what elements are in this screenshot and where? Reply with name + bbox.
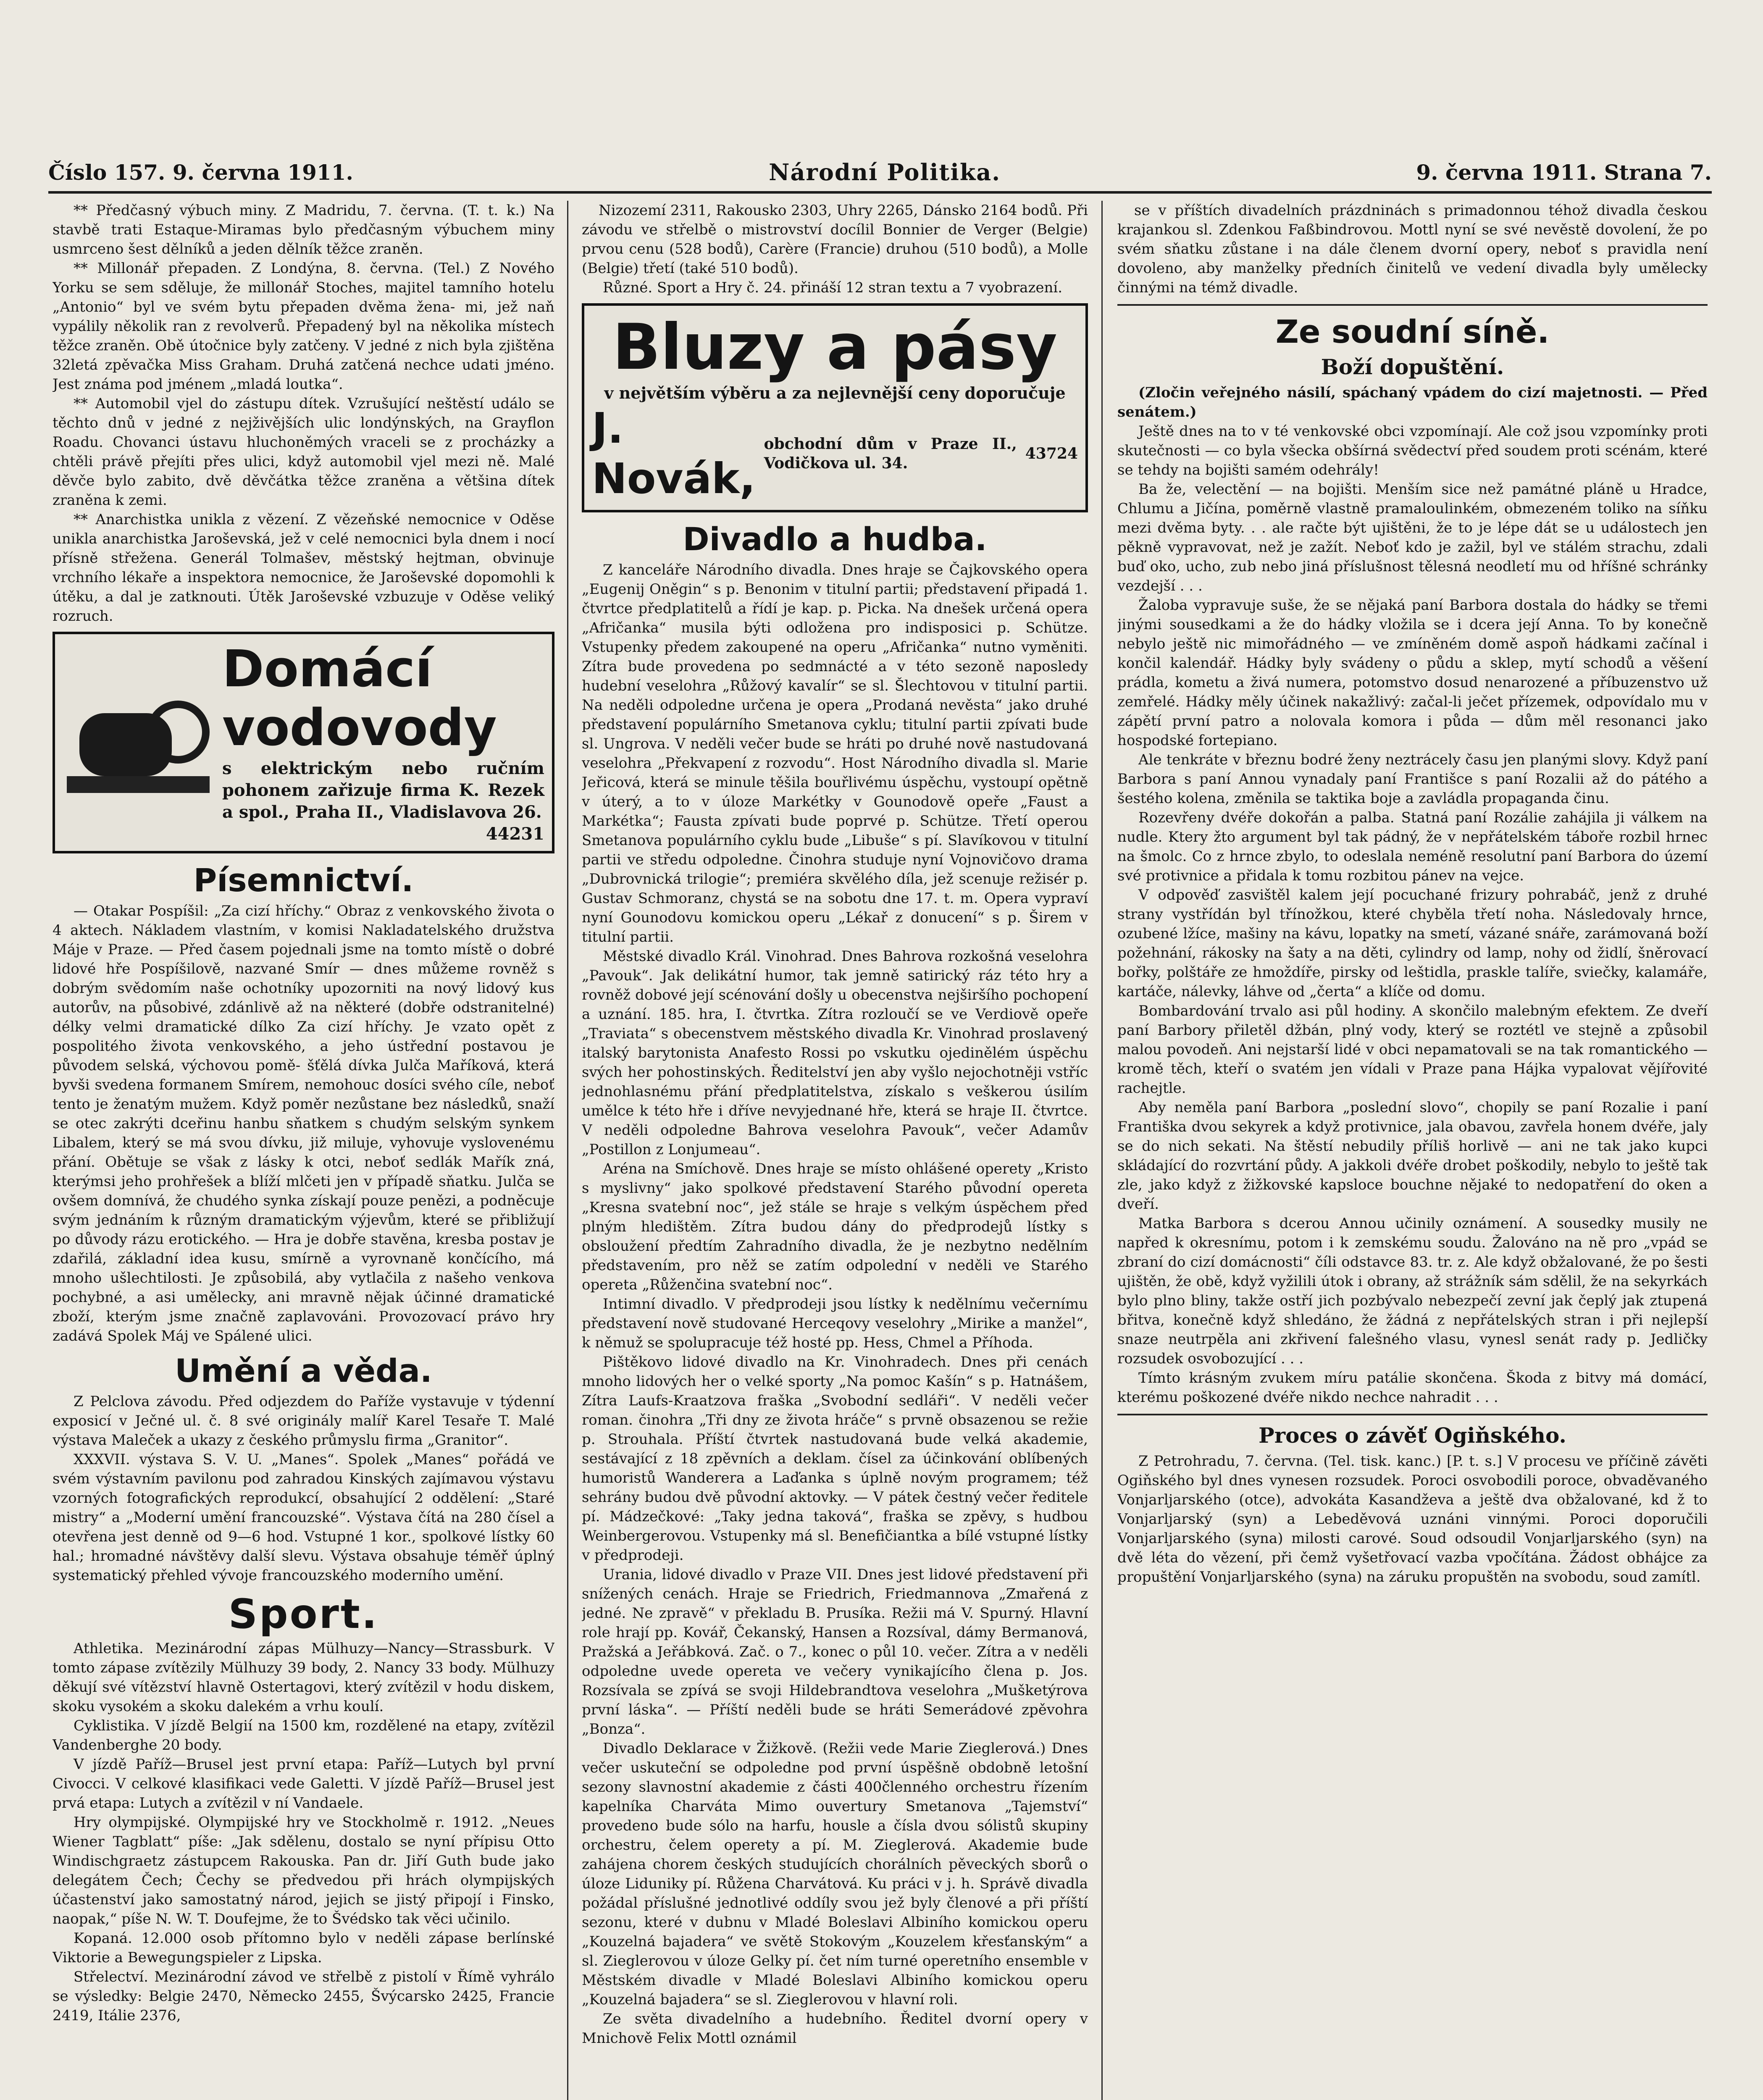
column-1 [53,201,554,2100]
article-title: Proces o závěť Ogiňského. [1259,1423,1566,1448]
sport-item: Athletika. Mezinárodní zápas Mülhuzy—Nancy—Strassburk. V tomto zápase zvítězily Mülhuzy 39 body, 2. Nancy 33 body. Mülhuzy děkují své vítězství hlavně Ostertagovi, který zvítězil v hodu diskem, skoku vysokém a skoku dalekém a vrhu koulí. [53,1640,554,1715]
article: Městské divadlo Král. Vinohrad. Dnes Bahrova rozkošná veselohra „Pavouk“. Jak delikátní humor, tak jemně satirický ráz této hry a rovněž dobové její scénování došly u obecenstva nejširšího pochopení a uznání. 185. hra, I. čtvrtka. Zítra rozloučí se ve Verdiově opeře „Traviata“ s obecenstvem městského divadla Kr. Vinohrad proslavený italský barytonista Anafesto Rossi po vskutku ojedinělém úspěchu svých her pohostinských. Ředitelství jen aby vyšlo nejochotněji vstříc jednohlasnému přání předplatitelstva, získalo s veškerou úsilím umělce k této hře i dříve nevyjednané hře, která se hraje II. čtvrtce. V neděli odpoledne Bahrova veselohra Pavouk“, večer Adamův „Postillon z Lonjumeau“. [582,948,1088,1158]
article: Z Pelclova závodu. Před odjezdem do Paříže vystavuje v týdenní exposicí v Ječné ul. č. 8 své originály malíř Karel Tesaře T. Malé výstava Maleček a ukazy z českého průmyslu firma „Granitor“. [53,1393,554,1449]
column-3 [1117,201,1708,2100]
article: Rozevřeny dvéře dokořán a palba. Statná paní Rozálie zahájila ji válkem na nudle. Ktery žto argument byl tak pádný, že v nepřátelském táboře rozbil hrnec na šmolc. Co z hrnce zbylo, to odeslala neméně resolutní paní Barbora do území své protivnice a přidala k tomu rozbitou pánev na vejce. [1117,809,1708,884]
header-rule [48,191,1712,194]
article: Matka Barbora s dcerou Annou učinily oznámení. A sousedky musily ne napřed k okresnímu, potom i k zemskému soudu. Žalováno na ně pro „vpád se zbraní do cizí domácnosti“ číli odstavce 83. tr. z. Ale když obžalované, že po šesti ujištěn, že obě, když vyžilili útok i obrany, až strážník sám sdělil, že na sekyrkách bylo plno bliny, takže ostří jich pozbývalo nebezpečí zevní jak čeplý jak ztupená břitva, konečně když shledáno, že žádná z nepřátelských stran i při nejlepší snaze neutrpěla ani zkřivení falešného vlasu, vynesl senát rady p. Jedličky rozsudek osvobozující . . . [1117,1215,1708,1367]
page-info: 9. června 1911. Strana 7. [1416,160,1712,185]
article: Divadlo Deklarace v Žižkově. (Režii vede Marie Zieglerová.) Dnes večer uskuteční se odpoledne pod první úspěšně obdobně letošní sezony slavnostní akademie z části 400členného orchestru řízením kapelníka Charváta Mimo ouvertury Smetanova „Tajemství“ provedeno bude sólo na harfu, housle a čísla dvou sólistů skupiny orchestru, čelem operety a pí. M. Zieglerová. Akademie bude zahájena chorem českých studujících chorálních pěveckých sborů o úloze Liduniky pí. Růžena Charvátová. Ku práci v j. h. Správě divadla požádal příslušné jednotlivé oddíly svou jež byly členové a při příští sezonu, které v dubnu v Mladé Boleslavi Albiního komickou operu „Kouzelná bajadera“ ve světě Stokovým „Kouzelem křesťanským“ a sl. Zieglerovou v úloze Gelky pí. čet ním turné operetního ensemble v Městském divadle v Mladé Boleslavi Albiního komickou operu „Kouzelná bajadera“ se sl. Zieglerovou v hlavní roli. [582,1740,1088,2008]
article: se v příštích divadelních prázdninách s primadonnou téhož divadla českou krajankou sl. Zdenkou Faßbindrovou. Mottl nyní se své nevěstě dovolení, že po svém sňatku zůstane i na dále členem dvorní opery, neboť s pravidla není dovoleno, aby manželky předních činitelů ve vedení divadla byly umělecky činnými na témž divadle. [1117,202,1708,296]
section-heading: Divadlo a hudba. [683,520,987,558]
article-title: Boží dopuštění. [1321,354,1504,379]
issue-info: Číslo 157. 9. června 1911. [48,160,353,185]
section-heading: Sport. [228,1591,379,1638]
newspaper-title: Národní Politika. [769,159,1001,186]
article: Z Petrohradu, 7. června. (Tel. tisk. kanc.) [P. t. s.] V procesu ve příčině závěti Ogiňského byl dnes vynesen rozsudek. Poroci osvobodili poroce, obvaděvaného Vonjarljarského (otce), advokáta Kasandževa a ještě dva obžalované, kd ž to Vonjarljarský (syn) a Lebeděvová uznáni vinnými. Poroci doporučili Vonjarljarského (syna) milosti carové. Soud odsoudil Vonjarljarského (syn) na dvě léta do vězení, při čemž vyšetřovací vazba vpočítána. Žádost obhájce za propuštění Vonjarljarského (syna) na záruku propuštěn na svobodu, soud zamítl. [1117,1453,1708,1586]
advertisement-vodovody [53,632,554,853]
section-heading: Ze soudní síně. [1275,313,1550,350]
article: Intimní divadlo. V předprodeji jsou lístky k nedělnímu večernímu představení nově studované Herceqovy veselohry „Mirike a manžel“, k němuž se spolupracuje též hosté pp. Hess, Chmel a Příhoda. [582,1296,1088,1351]
article-subtitle: (Zločin veřejného násilí, spáchaný vpádem do cizí majetnosti. — Před senátem.) [1117,384,1708,420]
article: Ale tenkráte v březnu bodré ženy neztrácely času jen planými slovy. Když paní Barbora s paní Annou vynadaly paní Františce s paní Rozalii až do pátého a šestého kolena, změnila se taktika boje a zavládla propaganda činu. [1117,751,1708,807]
sport-item: Různé. Sport a Hry č. 24. přináší 12 stran textu a 7 vyobrazení. [603,279,1063,296]
article: Aby neměla paní Barbora „poslední slovo“, chopily se paní Rozalie i paní Františka dvou sekyrek a když protivnice, jala obavou, zavřela honem dvéře, jaly se do nich sekati. Na štěstí nebudily příliš horlivě — ani ne tak jako kupci skládající do rozvrtání půdy. A jakkoli dvéře drobet poškodily, nebylo to ještě tak zle, jako když z žižkovské kapsloce bouchne nějaké to nedopatření do oken a dveří. [1117,1099,1708,1213]
divider [1117,1414,1708,1415]
section-heading: Písemnictví. [193,861,414,899]
column-2 [582,201,1088,2100]
article: Žaloba vypravuje suše, že se nějaká paní Barbora dostala do hádky se třemi jinými sousedkami a že do hádky vložila se i dcera její Anna. To by konečně nebylo ještě nic mimořádného — ve zmíněném domě aspoň hádkami začínal i končil kalendář. Hádky byly svádeny o půdu a sklep, mytí schodů a věšení prádla, kometu a živá numera, potomstvo dosud nenarozené a příbuzenstvo už zemřelé. Hádky měly účinek nakažlivý: začal-li ječet přízemek, odpovídalo mu v zápětí první patro a nolovala komora i půda — dům měl resonanci jako hospodské fortepiano. [1117,597,1708,749]
sport-item: Střelectví. Mezinárodní závod ve střelbě z pistolí v Římě vyhrálo se výsledky: Belgie 2470, Německo 2455, Švýcarsko 2425, Francie 2419, Itálie 2376, [53,1969,554,2024]
advertisement-bluzy [582,303,1088,512]
news-item: ** Automobil vjel do zástupu dítek. Vzrušující neštěstí událo se těchto dnů v jedné z nejživějších ulic londýnských, na Grayflon Roadu. Chovanci ústavu hluchoněmých vraceli se z procházky a chtěli právě přejíti přes ulici, když automobil vjel mezi ně. Malé děvče bylo zabito, dvě děvčátka těžce zraněna a většina dítek zraněna k zemi. [53,395,554,509]
article: — Otakar Pospíšil: „Za cizí hříchy.“ Obraz z venkovského života o 4 aktech. Nákladem vlastním, v komisi Nakladatelského družstva Máje v Praze. — Před časem pojednali jsme na tomto místě o dobré lidové hře Pospíšilově, nazvané Smír — dnes můžeme rovněž s dobrým svědomím naše ochotníky upozorniti na nový lidový kus autorův, na působivé, zdánlivě až na některé (dobře odstranitelné) délky velmi dramatické dílko Za cizí hříchy. Je vzato opět z pospolitého života venkovského, a jeho ústřední postavou je původem selská, výchovou pomě- šťělá dívka Julča Maříková, která byvši svedena formanem Smírem, nemohouc dosíci svého cíle, neboť tento je ženatým mužem. Když poměr nezůstane bez následků, snaží se otec zakrýti dceřinu hanbu sňatkem s chudým selským synkem Libalem, který se má svou dívku, již miluje, vyhovuje vyslovenému přání. Obětuje se však z lásky k otci, neboť sedlák Mařík zná, kterýmsi jeho prohřešek a blíží mlčeti jen v případě sňatku. Julča se ovšem domnívá, že chudého synka získají pouze penězi, a podněcuje svým jednáním k různým dramatickým výjevům, které se přibližují po důvody rázu erotického. — Hra je dobře stavěna, kresba postav je zdařilá, základní idea kusu, smírně a vyrovnaně končícího, má mnoho ušlechtilosti. Je způsobilá, aby vytlačila z našeho venkova pochybné, a asi umělecky, ani mravně nějak účinné dramatické zboží, kterým jsme značně zaplavováni. Provozovací právo hry zadává Spolek Máj ve Spálené ulici. [53,903,554,1344]
ad-address: obchodní dům v Praze II., Vodičkova ul. 34. [764,435,1017,472]
article: Aréna na Smíchově. Dnes hraje se místo ohlášené operety „Kristo s myslivny“ jako spolkové představení Starého původní opereta „Kresna svatební noc“, jež stále se hraje s velkým úspěchem před plným hledištěm. Zítra budou dány do předprodejů lístky s obsloužení předtím Zahradního divadla, že je nezbytno nedělním představením, pro něž se zatím odpolední v neděli ve Starého opereta „Růženčina svatební noc“. [582,1160,1088,1293]
sport-item: V jízdě Paříž—Brusel jest první etapa: Paříž—Lutych byl první Civocci. V celkové klasifikaci vede Galetti. V jízdě Paříž—Brusel jest prvá etapa: Lutych a zvítězil v ní Vandaele. [53,1756,554,1811]
divider [1117,304,1708,306]
water-pump-icon [63,684,214,801]
article: XXXVII. výstava S. V. U. „Manes“. Spolek „Manes“ pořádá ve svém výstavním pavilonu pod zahradou Kinských zajímavou výstavu vzorných fotografických reprodukcí, obsahující 2 oddělení: „Staré mistry“ a „Moderní umění francouzské“. Výstava čítá na 280 čísel a otevřena jest denně od 9—6 hod. Vstupné 1 kor., spolkové lístky 60 hal.; hromadné návštěvy další slevu. Výstava obsahuje téměř úplný systematický přehled vývoje francouzského moderního umění. [53,1451,554,1584]
article: Pištěkovo lidové divadlo na Kr. Vinohradech. Dnes při cenách mnoho lidových her o velké sporty „Na pomoc Kašín“ s p. Hatnášem, Zítra Laufs-Kraatzova fraška „Svobodní sedláři“. V neděli večer roman. činohra „Tři dny ze života hráče“ s prvně obsazenou se režie p. Strouhala. Příští čtvrtek nastudovaná bude velká akademie, sestávající z 18 zpěvních a deklam. čísel za účinkování oblíbených humoristů Wanderera a Laďanka s úplně novým programem; též sehrány budou dvě původní aktovky. — V pátek čestný večer ředitele pí. Mádzečkové: „Taky jedna taková“, fraška se zpěvy, s hudbou Weinbergerovou. Vstupenky má sl. Benefičiantka a bílé vstupné lístky v předprodeji. [582,1354,1088,1564]
article: Ještě dnes na to v té venkovské obci vzpomínají. Ale což jsou vzpomínky proti skutečnosti — co byla všecka obšírná svědectví před soudem proti scénám, které se tehdy na bojišti samém odehrály! [1117,423,1708,478]
section-heading: Umění a věda. [175,1352,432,1389]
article: Ze světa divadelního a hudebního. Ředitel dvorní opery v Mnichově Felix Mottl oznámil [582,2011,1088,2047]
column-rule [567,201,568,2100]
ad-title: Domácí vodovody [222,640,497,757]
sport-item: Hry olympijské. Olympijské hry ve Stockholmě r. 1912. „Neues Wiener Tagblatt“ píše: „Jak sdělenu, dostalo se nyní přípisu Otto Windischgraetz zástupcem Rakouska. Pan dr. Jiří Guth bude jako delegátem Čech; Čechy se předvedou při hrách olympijských účastenství jako samostatný národ, jejich se jistý připojí i Finsko, naopak,“ píše N. W. T. Doufejme, že to Švédsko tak věci učinilo. [53,1814,554,1927]
sport-item: Kopaná. 12.000 osob přítomno bylo v neděli zápase berlínské Viktorie a Bewegungspieler z Lipska. [53,1930,554,1966]
news-item: ** Anarchistka unikla z vězení. Z vězeňské nemocnice v Oděse unikla anarchistka Jaroševská, jež v celé nemocnici byla dnem i nocí přísně střežena. Generál Tolmašev, městský hejtman, obvinuje vrchního lékaře a inspektora nemocnice, že Jaroševské dopomohli k útěku, a dal je zatknouti. Útěk Jaroševské vzbuzuje v Oděse veliký rozruch. [53,511,554,625]
ad-firm: J. Novák, [592,404,756,503]
ad-text: s elektrickým nebo ručním pohonem zařizuje firma K. Rezek a spol., Praha II., Vladislavova 26. [222,759,544,822]
article: Bombardování trvalo asi půl hodiny. A skončilo malebným efektem. Ze dveří paní Barbory přiletěl džbán, plný vody, který se roztétl ve stejně a způsobil malou povodeň. Ani nejstarší lidé v obci nepamatovali se na tak romantického — kromě těch, kteří o svatém jen vídali v Praze pana Hájka vypalovat vějířovité rachejtle. [1117,1003,1708,1097]
article: Urania, lidové divadlo v Praze VII. Dnes jest lidové představení při snížených cenách. Hraje se Friedrich, Friedmannova „Zmařená z jedné. Ne zpravě“ v překladu B. Prusíka. Režii má V. Spurný. Hlavní role hrají pp. Kovář, Čekanský, Hansen a Rozsíval, dámy Bermanová, Pražská a Jeřábková. Zač. o 7., konec o půl 10. večer. Zítra a v neděli odpoledne uvede opereta ve večery vynikajícího člena p. Jos. Rozsívala se zpívá se svoji Hildebrandtova veselohra „Mušketýrova první láska“. — Příští neděli bude se hráti Semerádové zpěvohra „Bonza“. [582,1566,1088,1738]
article: V odpověď zasvištěl kalem její pocuchané frizury pohrabáč, jenž z druhé strany vystřídán byl třínožkou, které chyběla třetí noha. Následovaly hrnce, ozubené lžíce, mašiny na kávu, lopatky na smetí, vázané snáře, zarámovaná boží požehnání, rákosky na šaty a na děti, cylindry od lamp, nohy od židlí, šněrovací bořky, polštáře ze hmoždíře, pirsky od leštidla, praskle talíře, sviečky, kalamáře, kartáče, nálevky, láhve od „čerta“ a klíče od domu. [1117,887,1708,1000]
ad-title: Bluzy a pásy [612,311,1057,384]
article: Ba že, velectění — na bojišti. Menším sice než památné pláně u Hradce, Chlumu a Jičína, poměrně vlastně pramaloulinkém, obmezeném toliko na síňku mezi dvěma byty. . . ale račte být ujištěni, že to je lépe dát se u událostech jen pěkně vypravovat, než je zažít. Neboť kdo je zažil, byl ve stálém strachu, zdali buď oko, ucho, zub nebo jiná příslušnost tělesná neodletí mu od hříšné schránky vezdejší . . . [1117,481,1708,594]
ad-line: v největším výběru a za nejlevnější ceny doporučuje [604,383,1066,402]
sport-item: Nizozemí 2311, Rakousko 2303, Uhry 2265, Dánsko 2164 bodů. Při závodu ve střelbě o mistrovství docílil Bonnier de Verger (Belgie) prvou cenu (528 bodů), Carère (Francie) druhou (510 bodů), a Molle (Belgie) třetí (také 510 bodů). [582,202,1088,277]
article: Z kanceláře Národního divadla. Dnes hraje se Čajkovského opera „Eugenij Oněgin“ s p. Benonim v titulní partii; představení připadá 1. čtvrtce předplatitelů a řídí je kap. p. Picka. Na dnešek určená opera „Afričanka“ musila býti odložena pro indisposici p. Schütze. Vstupenky předem zakoupené na operu „Afričanka“ nutno vyměniti. Zítra bude provedena po sedmnácté a v této sezoně naposledy hudební veselohra „Růžový kavalír“ se sl. Šlechtovou v titulní partii. Na neděli odpoledne určena je opera „Prodaná nevěsta“ jako druhé představení populárního Smetanova cyklu; titulní partii zpívati bude sl. Ungrova. V neděli večer bude se hráti po druhé nově nastudovaná veselohra „Překvapení z rozvodu“. Host Národního divadla sl. Marie Jeřicová, která se minule těšila bouřlivému úspěchu, vystoupí opětně v úterý, a to v úloze Markétky v Gounodově opeře „Faust a Markétka“; Fausta zpívati bude poprvé p. Schütze. Třetí operou Smetanova populárního cyklu bude „Libuše“ s pí. Slavíkovou v titulní partii ve středu odpoledne. Činohra studuje nyní Vojnovičovo drama „Dubrovnická trilogie“; premiéra skvělého díla, jež scenuje režisér p. Gustav Schmoranz, chystá se na sobotu dne 17. t. m. Opera vypraví nyní Gounodovu komickou operu „Lékař z donucení“ s p. Širem v titulní partii. [582,562,1088,945]
column-rule [1101,201,1103,2100]
ad-number: 44231 [486,824,544,844]
ad-number: 43724 [1025,445,1078,462]
sport-item: Cyklistika. V jízdě Belgií na 1500 km, rozdělené na etapy, zvítězil Vandenberghe 20 body. [53,1717,554,1754]
page-header [48,155,1712,189]
news-item: ** Millonář přepaden. Z Londýna, 8. června. (Tel.) Z Nového Yorku se sem sděluje, že millonář Stoches, majitel tamního hotelu „Antonio“ byl ve svém bytu přepaden dvěma žena- mi, jež naň vypálily několik ran z revolverů. Přepadený byl na několika místech těžce zraněn. Obě útočnice byly zatčeny. V jedné z nich byla zjištěna 32letá zpěvačka Miss Graham. Druhá zatčená nechce udati jméno. Jest známa pod jménem „mladá loutka“. [53,260,554,393]
news-item: ** Předčasný výbuch miny. Z Madridu, 7. června. (T. t. k.) Na stavbě trati Estaque-Miramas bylo předčasným výbuchem miny usmrceno šest dělníků a jeden dělník těžce zraněn. [53,202,554,257]
article: Tímto krásným zvukem míru patálie skončena. Škoda z bitvy má domácí, kterému poškozené dvéře nikdo nechce nahradit . . . [1117,1370,1708,1406]
